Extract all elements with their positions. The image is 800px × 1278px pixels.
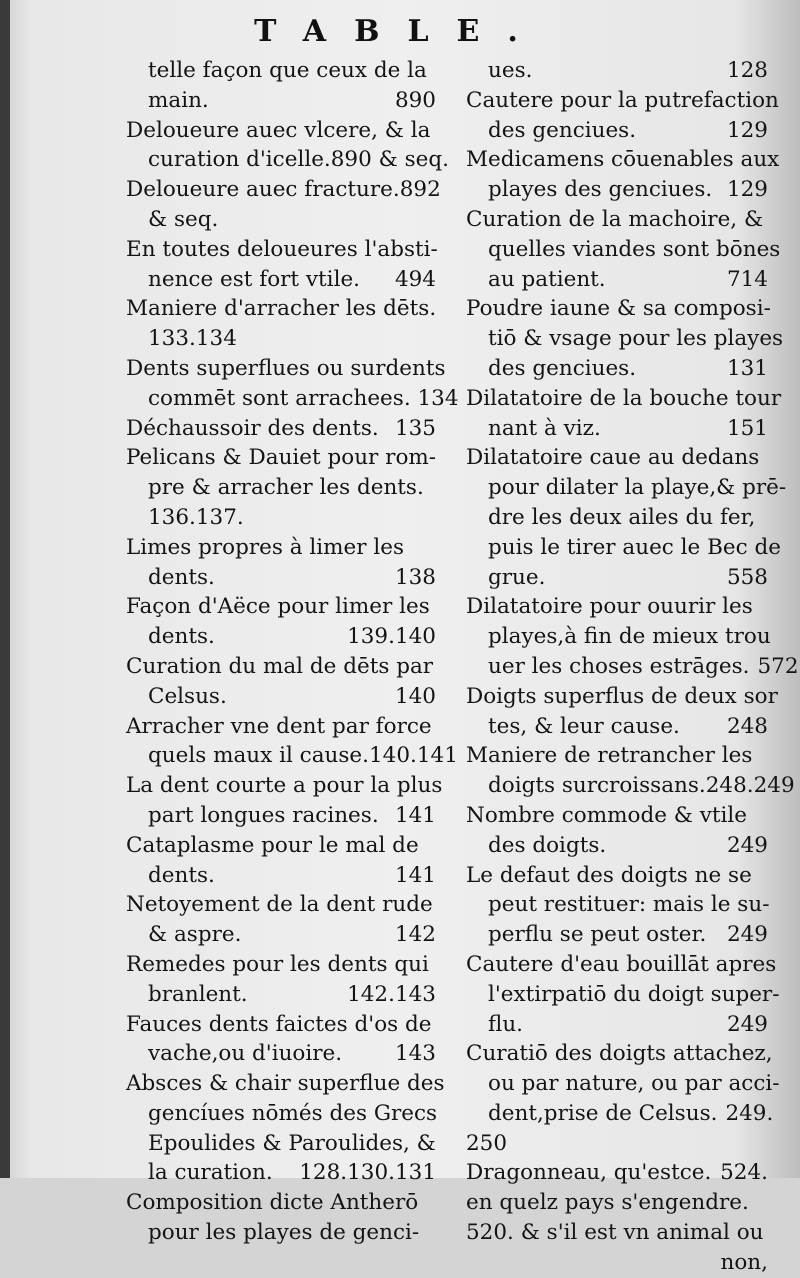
index-line xyxy=(466,235,781,265)
index-line xyxy=(466,890,768,920)
index-entry-text: Epoulides & Paroulides, & xyxy=(148,1130,436,1156)
index-entry-text: commēt sont arrachees. 134 xyxy=(148,385,459,411)
index-line xyxy=(126,1069,445,1099)
index-line xyxy=(466,1158,768,1188)
index-entry-text: Doigts superflus de deux sor xyxy=(466,683,778,709)
index-entry-text: Pelicans & Dauiet pour rom- xyxy=(126,445,437,471)
index-line xyxy=(126,771,443,801)
index-line xyxy=(126,443,436,473)
index-entry-text: Déchaussoir des dents. xyxy=(126,415,379,441)
index-entry-text: Poudre iaune & sa composi- xyxy=(466,296,771,322)
index-entry-text: En toutes deloueures l'absti- xyxy=(126,236,438,262)
index-line xyxy=(466,1218,768,1248)
index-line xyxy=(466,563,768,593)
page-reference: 558 xyxy=(726,564,768,590)
index-entry-text: part longues racines. xyxy=(148,802,379,828)
page-reference: 249. xyxy=(725,1100,774,1126)
index-line xyxy=(126,890,436,920)
page-gutter xyxy=(0,0,10,1178)
index-entry-text: Curation du mal de dēts par xyxy=(126,653,434,679)
index-line xyxy=(466,1099,774,1129)
index-line xyxy=(466,533,782,563)
index-line xyxy=(126,1158,436,1188)
index-line xyxy=(126,56,436,86)
index-line xyxy=(126,324,436,354)
index-entry-text: Arracher vne dent par force xyxy=(126,713,432,739)
page-reference: 143 xyxy=(394,1041,436,1067)
index-entry-text: nant à viz. xyxy=(488,415,601,441)
index-line xyxy=(466,503,768,533)
index-entry-text: Curation de la machoire, & xyxy=(466,206,764,232)
index-entry-text: flu. xyxy=(488,1011,524,1037)
index-line xyxy=(126,741,458,771)
index-entry-text: pour les playes de genci- xyxy=(148,1220,420,1246)
index-entry-text: curation d'icelle.890 & seq. xyxy=(148,147,449,173)
index-line xyxy=(466,145,780,175)
index-entry-text: dents. xyxy=(148,564,215,590)
index-entry-text: Maniere d'arracher les dēts. xyxy=(126,296,437,322)
index-line xyxy=(126,712,436,742)
left-column xyxy=(126,56,459,1248)
index-entry-text: Façon d'Aëce pour limer les xyxy=(126,594,430,620)
index-line xyxy=(126,175,441,205)
index-line xyxy=(466,384,782,414)
index-entry-text: Curatiō des doigts attachez, xyxy=(466,1041,773,1067)
index-entry-text: vache,ou d'iuoire. xyxy=(148,1041,343,1067)
page-reference: 142.143 xyxy=(347,981,436,1007)
page-reference: 129 xyxy=(726,117,768,143)
index-entry-text: Dilatatoire pour ouurir les xyxy=(466,594,753,620)
index-entry-text: Celsus. xyxy=(148,683,227,709)
index-line xyxy=(466,205,768,235)
index-line xyxy=(126,861,436,891)
index-line xyxy=(126,473,436,503)
page-reference: 714 xyxy=(726,266,768,292)
index-line xyxy=(466,56,768,86)
index-entry-text: des genciues. xyxy=(488,355,637,381)
index-line xyxy=(466,473,787,503)
index-entry-text: en quelz pays s'engendre. xyxy=(466,1190,749,1216)
index-line xyxy=(466,801,768,831)
index-entry-text: Limes propres à limer les xyxy=(126,534,405,560)
page-reference: 142 xyxy=(394,922,436,948)
index-line xyxy=(466,920,768,950)
index-line xyxy=(126,831,436,861)
index-entry-text: Netoyement de la dent rude xyxy=(126,892,433,918)
index-line xyxy=(126,920,436,950)
index-entry-text: Dragonneau, qu'estce. xyxy=(466,1160,712,1186)
index-entry-text: gencíues nōmés des Grecs xyxy=(148,1100,438,1126)
index-line xyxy=(466,175,768,205)
page-reference: 128 xyxy=(726,58,768,83)
index-entry-text: 520. & s'il est vn animal ou xyxy=(466,1220,764,1246)
index-entry-text: pour dilater la playe,& prē- xyxy=(488,475,787,501)
index-entry-text: puis le tirer auec le Bec de xyxy=(488,534,782,560)
index-line xyxy=(126,354,446,384)
index-line xyxy=(126,205,436,235)
index-entry-text: Nombre commode & vtile xyxy=(466,802,748,828)
index-line xyxy=(466,741,768,771)
index-entry-text: quelles viandes sont bōnes xyxy=(488,236,781,262)
index-line xyxy=(126,86,436,116)
index-line xyxy=(466,354,768,384)
index-entry-text: Dilatatoire caue au dedans xyxy=(466,445,760,471)
index-line xyxy=(466,592,768,622)
index-entry-text: tes, & leur cause. xyxy=(488,713,680,739)
page-reference: 249 xyxy=(726,922,768,948)
index-entry-text: dre les deux ailes du fer, xyxy=(488,504,756,530)
index-line xyxy=(126,265,436,295)
index-entry-text: Absces & chair superflue des xyxy=(126,1071,445,1097)
index-entry-text: Deloueure auec vlcere, & la xyxy=(126,117,431,143)
page-reference: 129 xyxy=(726,177,768,203)
index-line xyxy=(466,950,777,980)
index-line xyxy=(466,443,768,473)
index-line xyxy=(466,980,780,1010)
page-reference: 128.130.131 xyxy=(299,1160,436,1186)
index-line xyxy=(466,682,778,712)
page-reference: 135 xyxy=(394,415,436,441)
index-entry-text: & aspre. xyxy=(148,922,242,948)
right-column xyxy=(466,56,799,1278)
page-reference: 572 xyxy=(757,653,799,679)
index-entry-text: ou par nature, ou par acci- xyxy=(488,1071,780,1097)
index-entry-text: peut restituer: mais le su- xyxy=(488,892,770,918)
index-line xyxy=(126,622,436,652)
index-line xyxy=(126,1039,436,1069)
index-line xyxy=(126,592,436,622)
index-entry-text: des genciues. xyxy=(488,117,637,143)
index-line xyxy=(126,1099,436,1129)
index-line xyxy=(466,712,768,742)
index-entry-text: doigts surcroissans.248.249 xyxy=(488,773,795,799)
page-reference: 131 xyxy=(726,355,768,381)
index-entry-text: branlent. xyxy=(148,981,248,1007)
index-entry-text: pre & arracher les dents. xyxy=(148,475,424,501)
index-line xyxy=(126,145,449,175)
index-line xyxy=(126,1218,436,1248)
index-entry-text: playes,à fin de mieux trou xyxy=(488,624,771,650)
page-header: TABLE. xyxy=(254,14,546,49)
index-entry-text: 136.137. xyxy=(148,504,244,530)
index-entry-text: tiō & vsage pour les playes xyxy=(488,326,784,352)
index-line xyxy=(126,563,436,593)
index-entry-text: dent,prise de Celsus. xyxy=(488,1100,718,1126)
index-entry-text: Dilatatoire de la bouche tour xyxy=(466,385,782,411)
index-entry-text: Cataplasme pour le mal de xyxy=(126,832,419,858)
index-entry-text: quels maux il cause.140.141 xyxy=(148,743,458,769)
index-line xyxy=(466,1069,780,1099)
index-entry-text: Deloueure auec fracture.892 xyxy=(126,177,441,203)
index-line xyxy=(466,652,799,682)
index-line xyxy=(126,414,436,444)
index-entry-text: & seq. xyxy=(148,206,219,232)
index-entry-text: au patient. xyxy=(488,266,606,292)
index-line xyxy=(466,116,768,146)
page-reference: 151 xyxy=(726,415,768,441)
page-reference: 141 xyxy=(394,862,436,888)
index-line xyxy=(466,1039,773,1069)
index-line xyxy=(126,294,436,324)
page-reference: 248 xyxy=(726,713,768,739)
index-entry-text: Medicamens cōuenables aux xyxy=(466,147,780,173)
index-line xyxy=(466,1188,768,1218)
index-line xyxy=(126,950,436,980)
index-entry-text: telle façon que ceux de la xyxy=(148,58,427,83)
index-entry-text: uer les choses estrāges. xyxy=(488,653,750,679)
index-line xyxy=(466,1248,768,1278)
index-line xyxy=(466,414,768,444)
index-line xyxy=(466,265,768,295)
index-line xyxy=(466,1010,768,1040)
index-line xyxy=(126,533,436,563)
index-entry-text: l'extirpatiō du doigt super- xyxy=(488,981,780,1007)
index-entry-text: grue. xyxy=(488,564,546,590)
index-entry-text: Cautere pour la putrefaction xyxy=(466,87,779,113)
index-entry-text: perflu se peut oster. xyxy=(488,922,707,948)
page-reference: 138 xyxy=(394,564,436,590)
index-entry-text: Remedes pour les dents qui xyxy=(126,951,429,977)
index-entry-text: Fauces dents faictes d'os de xyxy=(126,1011,432,1037)
index-entry-text: des doigts. xyxy=(488,832,607,858)
index-line xyxy=(126,801,436,831)
index-line xyxy=(126,503,436,533)
index-entry-text: Dents superflues ou surdents xyxy=(126,355,446,381)
index-entry-text: Maniere de retrancher les xyxy=(466,743,753,769)
page-reference: 524. xyxy=(720,1160,768,1186)
index-line xyxy=(126,1188,436,1218)
index-line xyxy=(126,1129,436,1159)
page-reference: 494 xyxy=(394,266,436,292)
index-line xyxy=(466,622,771,652)
page-reference: 139.140 xyxy=(347,624,436,650)
index-entry-text: dents. xyxy=(148,624,215,650)
index-line xyxy=(126,1010,436,1040)
index-line xyxy=(466,86,779,116)
index-line xyxy=(466,831,768,861)
index-line xyxy=(466,1129,768,1159)
index-line xyxy=(126,235,436,265)
index-line xyxy=(126,652,436,682)
index-entry-text: 250 xyxy=(466,1130,508,1156)
index-entry-text: la curation. xyxy=(148,1160,273,1186)
page-reference: 249 xyxy=(726,832,768,858)
index-entry-text: non, xyxy=(720,1249,768,1275)
index-entry-text: nence est fort vtile. xyxy=(148,266,360,292)
index-line xyxy=(126,116,436,146)
index-entry-text: ues. xyxy=(488,58,533,83)
page-reference: 249 xyxy=(726,1011,768,1037)
index-entry-text: La dent courte a pour la plus xyxy=(126,773,443,799)
index-entry-text: main. xyxy=(148,87,209,113)
index-entry-text: dents. xyxy=(148,862,215,888)
index-entry-text: 133.134 xyxy=(148,326,237,352)
index-line xyxy=(126,682,436,712)
index-line xyxy=(126,384,459,414)
index-entry-text: Cautere d'eau bouillāt apres xyxy=(466,951,777,977)
index-line xyxy=(126,980,436,1010)
page-reference: 141 xyxy=(394,802,436,828)
index-line xyxy=(466,861,768,891)
page-reference: 140 xyxy=(394,683,436,709)
index-entry-text: playes des genciues. xyxy=(488,177,713,203)
index-line xyxy=(466,324,784,354)
index-entry-text: Le defaut des doigts ne se xyxy=(466,862,752,888)
index-entry-text: Composition dicte Antherō xyxy=(126,1190,419,1216)
page-reference: 890 xyxy=(394,87,436,113)
index-line xyxy=(466,771,795,801)
index-line xyxy=(466,294,771,324)
